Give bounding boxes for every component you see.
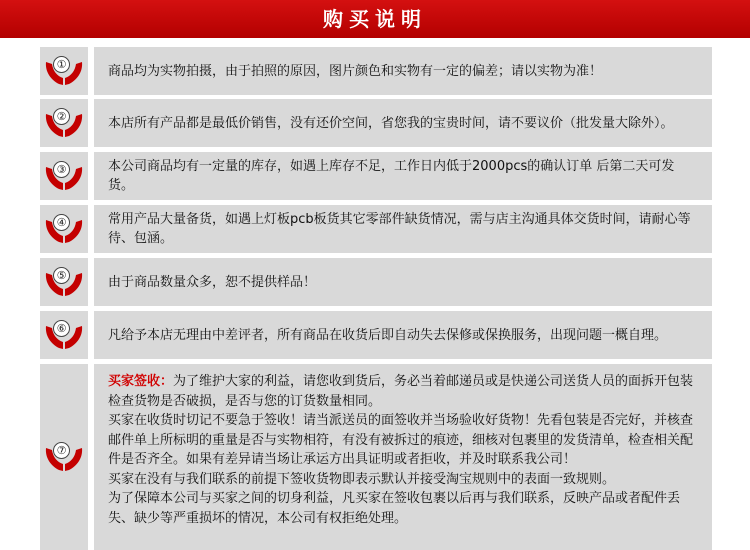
text-cell [94,311,712,359]
list-item [40,311,712,359]
item-text: 凡给予本店无理由中差评者，所有商品在收货后即自动失去保修或保换服务，出现问题一概自理。 [108,327,668,343]
text-cell [94,205,712,253]
icon-cell [40,205,88,253]
text-cell [94,47,712,95]
text-cell [94,152,712,200]
item-text: 为了维护大家的利益，请您收到货后，务必当着邮递员或是快递公司送货人员的面拆开包装检查货物是否破损，是否与您的订货数量相同。 [108,374,694,409]
step-number-badge: ② [53,108,70,125]
icon-cell [40,99,88,147]
icon-cell [40,311,88,359]
list-item [40,99,712,147]
icon-cell [40,152,88,200]
item-text: 本店所有产品都是最低价销售，没有还价空间，省您我的宝贵时间，请不要议价（批发量大除外）。 [108,115,674,131]
warning-label: 买家签收： [108,374,174,389]
list-item [40,205,712,253]
step-number-badge: ⑦ [53,442,70,459]
notice-paragraph: 买家在收货时切记不要急于签收！请当派送员的面签收并当场验收好货物！先看包装是否完好，并核查邮件单上所标明的重量是否与实物相符，有没有被拆过的痕迹，细核对包裹里的发货清单，检查相关配件是否齐全。如果有差异请当场让承运方出具证明或者拒收，并及时联系我公司！ [108,413,694,467]
step-number-badge: ④ [53,214,70,231]
icon-cell [40,364,88,550]
page-title: 购买说明 [323,7,427,31]
item-text: 商品均为实物拍摄，由于拍照的原因，图片颜色和实物有一定的偏差；请以实物为准！ [108,63,603,79]
item-text: 由于商品数量众多，恕不提供样品！ [108,274,317,290]
signing-notice-text [108,372,700,528]
text-cell [94,364,712,550]
item-text: 常用产品大量备货，如遇上灯板pcb板货其它零部件缺货情况，需与店主沟通具体交货时间，请耐心等待、包涵。 [108,212,691,246]
notice-paragraph: 为了保障本公司与买家之间的切身利益，凡买家在签收包裹以后再与我们联系，反映产品或者配件丢失、缺少等严重损坏的情况，本公司有权拒绝处理。 [108,491,681,526]
text-cell [94,258,712,306]
step-number-badge: ① [53,56,70,73]
signing-intro [108,372,700,411]
text-cell [94,99,712,147]
step-number-badge: ③ [53,161,70,178]
icon-cell [40,47,88,95]
list-item [40,152,712,200]
item-text: 本公司商品均有一定量的库存，如遇上库存不足，工作日内低于2000pcs的确认订单 后第二天可发货。 [108,159,675,193]
list-item [40,258,712,306]
list-item [40,47,712,95]
step-number-badge: ⑤ [53,267,70,284]
step-number-badge: ⑥ [53,320,70,337]
notice-paragraph: 买家在没有与我们联系的前提下签收货物即表示默认并接受淘宝规则中的表面一致规则。 [108,471,616,487]
list-item-signing-notice [40,364,712,550]
icon-cell [40,258,88,306]
